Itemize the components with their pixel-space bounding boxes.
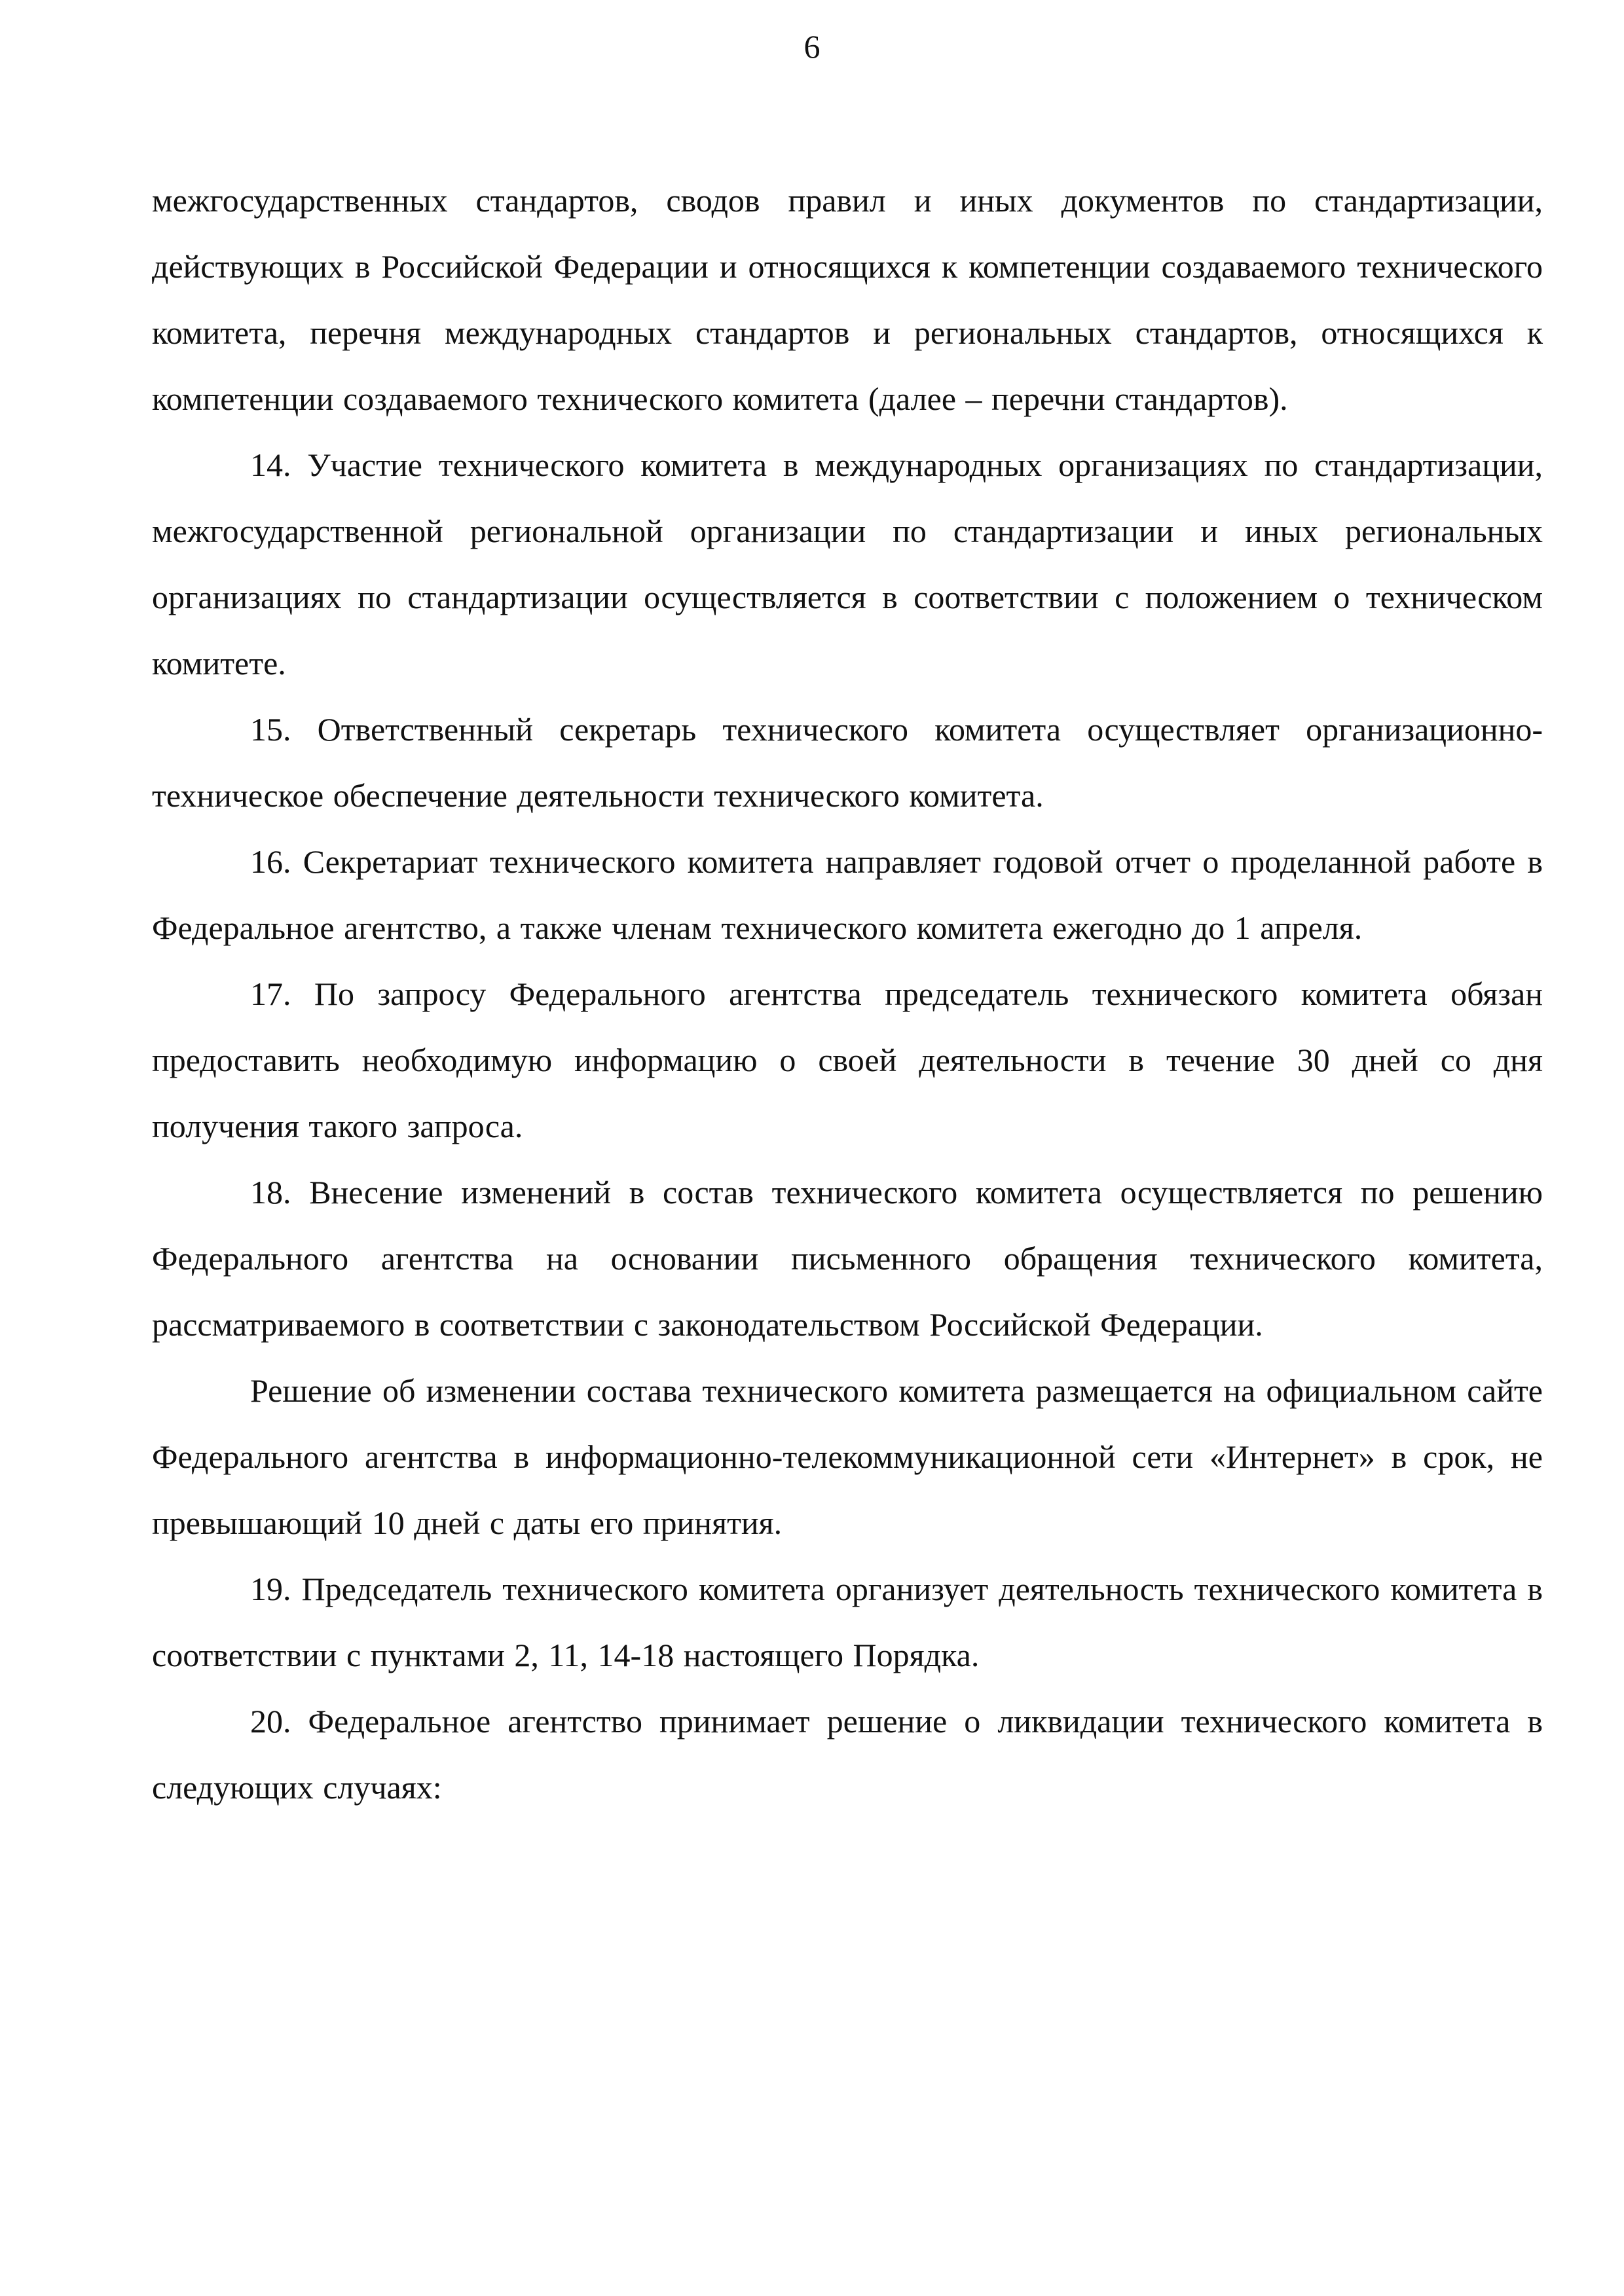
- document-body: [152, 168, 1543, 1821]
- page-number: 6: [803, 28, 821, 65]
- paragraph-18: 18. Внесение изменений в состав технического комитета осуществляется по решению Федерального агентства на основании письменного обращения технического комитета, рассматриваемого в соответствии с законодательством Российской Федерации.: [152, 1174, 1543, 1343]
- paragraph-15: 15. Ответственный секретарь технического комитета осуществляет организационно-техническое обеспечение деятельности технического комитета.: [152, 711, 1543, 814]
- paragraph-18-decision: Решение об изменении состава технического комитета размещается на официальном сайте Федерального агентства в информационно-телекоммуникационной сети «Интернет» в срок, не превышающий 10 дней с даты его принятия.: [152, 1372, 1543, 1541]
- paragraph-continuation: межгосударственных стандартов, сводов правил и иных документов по стандартизации, действующих в Российской Федерации и относящихся к компетенции создаваемого технического комитета, перечня международных стандартов и региональных стандартов, относящихся к компетенции создаваемого технического комитета (далее – перечни стандартов).: [152, 182, 1543, 417]
- paragraph-14: 14. Участие технического комитета в международных организациях по стандартизации, межгосударственной региональной организации по стандартизации и иных региональных организациях по стандартизации осуществляется в соответствии с положением о техническом комитете.: [152, 446, 1543, 682]
- paragraph-17: 17. По запросу Федерального агентства председатель технического комитета обязан предоставить необходимую информацию о своей деятельности в течение 30 дней со дня получения такого запроса.: [152, 975, 1543, 1144]
- paragraph-20: 20. Федеральное агентство принимает решение о ликвидации технического комитета в следующих случаях:: [152, 1703, 1543, 1806]
- paragraph-19: 19. Председатель технического комитета организует деятельность технического комитета в соответствии с пунктами 2, 11, 14-18 настоящего Порядка.: [152, 1571, 1543, 1673]
- paragraph-16: 16. Секретариат технического комитета направляет годовой отчет о проделанной работе в Федеральное агентство, а также членам технического комитета ежегодно до 1 апреля.: [152, 843, 1543, 946]
